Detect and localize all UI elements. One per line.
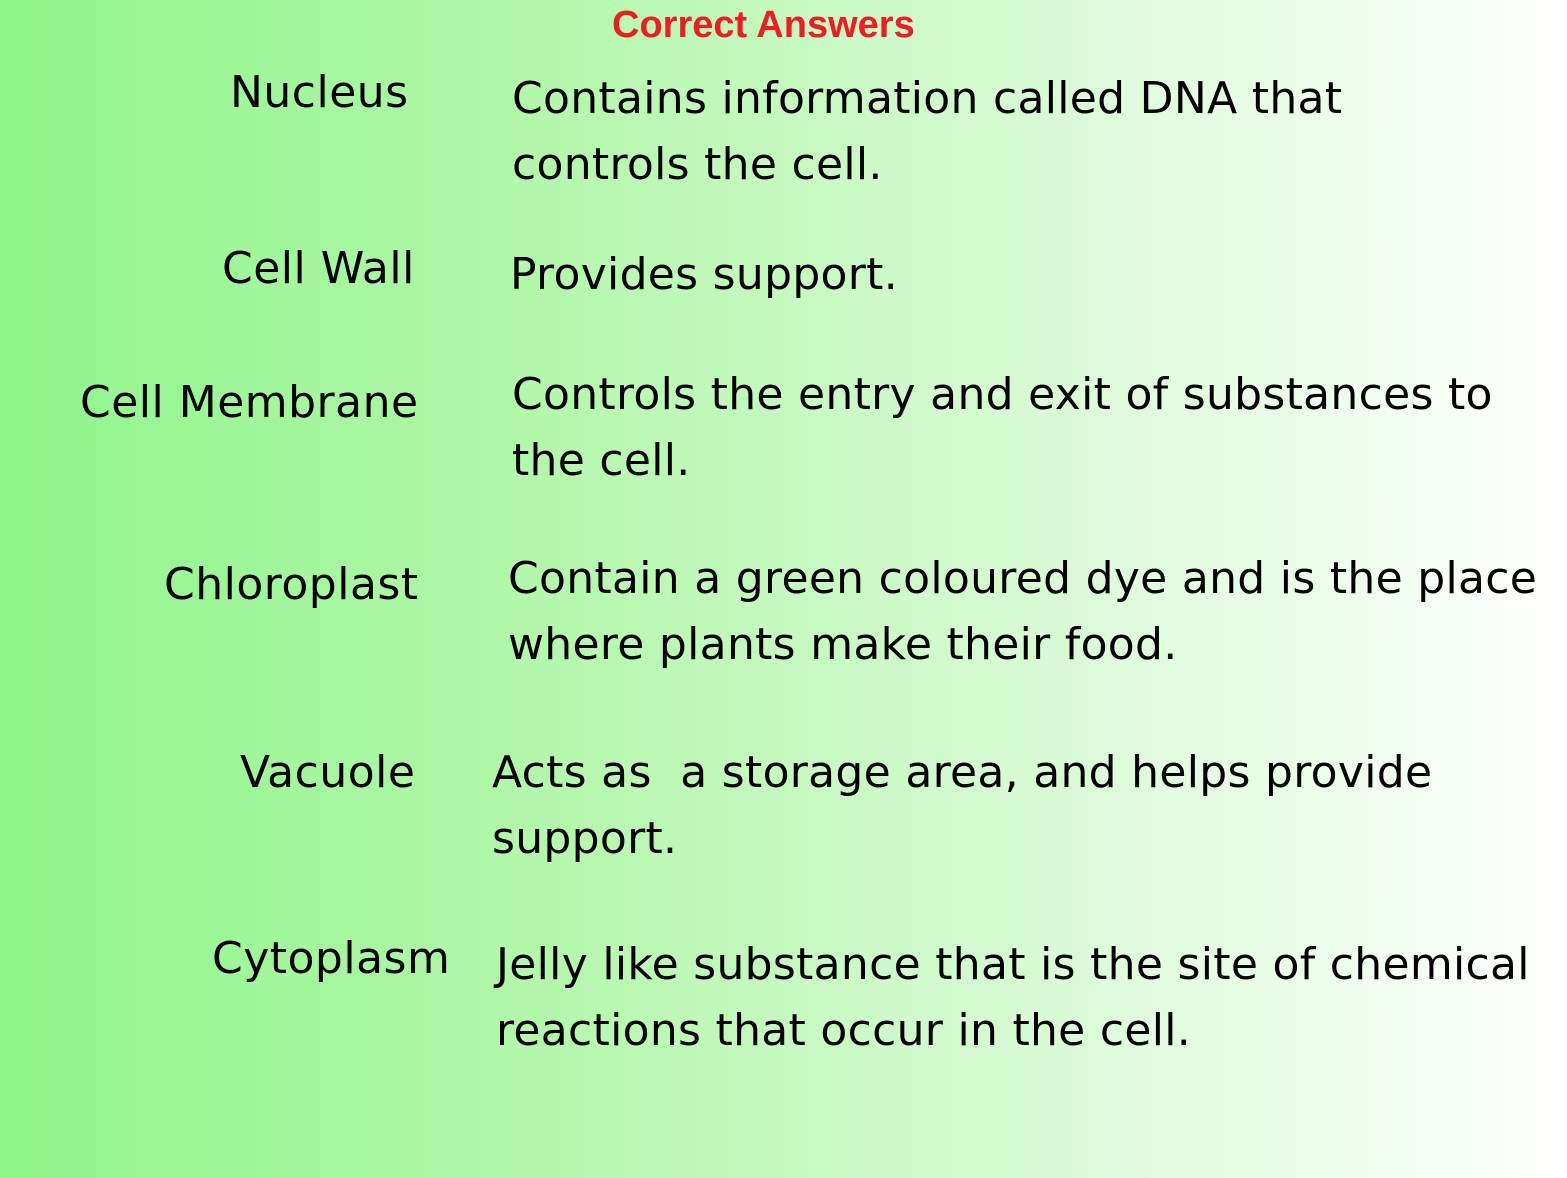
definition-cell-membrane xyxy=(512,362,1493,494)
term-nucleus: Nucleus xyxy=(230,67,409,118)
definition-nucleus xyxy=(512,66,1342,198)
definition-line: the cell. xyxy=(512,435,691,486)
definition-line: support. xyxy=(492,813,678,864)
definition-chloroplast xyxy=(508,546,1537,678)
definition-line: Jelly like substance that is the site of chemical xyxy=(496,939,1530,990)
definition-line: Acts as a storage area, and helps provide xyxy=(492,747,1433,798)
term-cytoplasm: Cytoplasm xyxy=(212,933,451,984)
term-vacuole: Vacuole xyxy=(240,747,416,798)
definition-line: Contains information called DNA that xyxy=(512,73,1343,124)
definition-line: Contain a green coloured dye and is the place xyxy=(508,553,1538,604)
term-chloroplast: Chloroplast xyxy=(164,559,419,610)
definition-cell-wall xyxy=(510,242,898,308)
term-cell-wall: Cell Wall xyxy=(222,243,415,294)
definition-line: controls the cell. xyxy=(512,139,883,190)
definition-line: where plants make their food. xyxy=(508,619,1178,670)
definition-line: Controls the entry and exit of substances to xyxy=(512,369,1493,420)
term-cell-membrane: Cell Membrane xyxy=(80,377,419,428)
page-title: Correct Answers xyxy=(612,4,915,46)
definition-line: Provides support. xyxy=(510,249,898,300)
definition-vacuole xyxy=(492,740,1432,872)
definition-line: reactions that occur in the cell. xyxy=(496,1005,1192,1056)
definition-cytoplasm xyxy=(496,932,1530,1064)
